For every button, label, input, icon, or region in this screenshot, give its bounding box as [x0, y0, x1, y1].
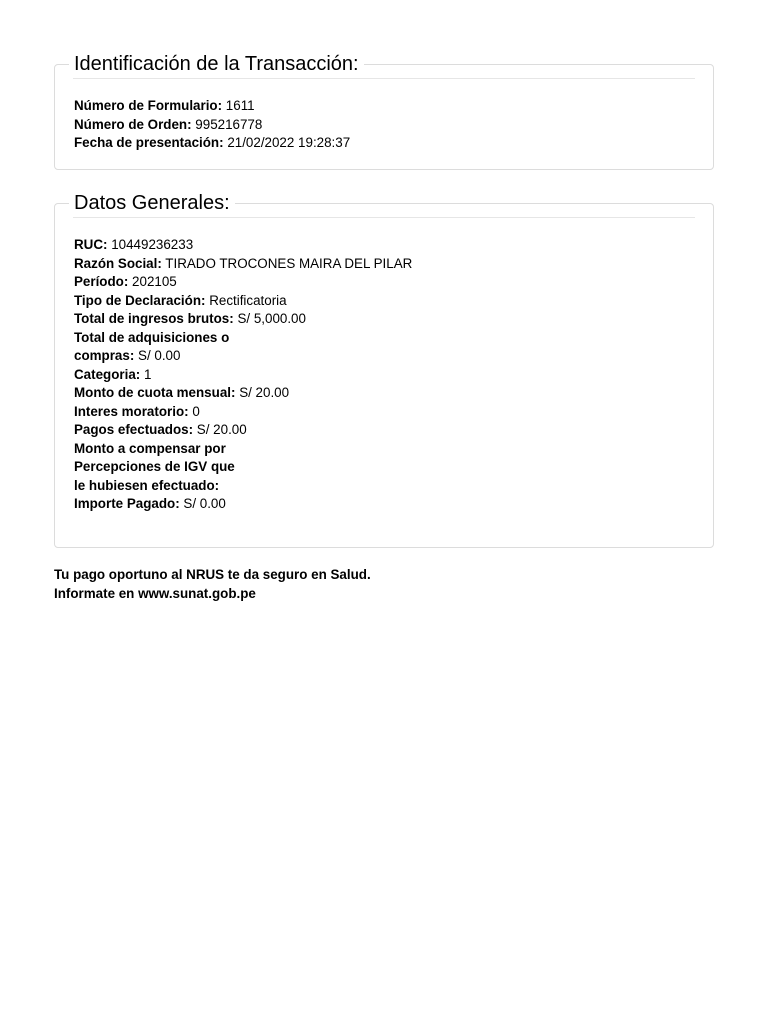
field-label: Percepciones de IGV que	[74, 459, 235, 474]
field-value: 995216778	[195, 116, 263, 132]
section-divider	[73, 217, 695, 218]
field-numero-formulario	[74, 97, 350, 116]
transaction-id-section	[54, 53, 714, 170]
field-label: Número de Formulario:	[74, 98, 223, 113]
field-tipo-declaracion	[74, 292, 412, 311]
field-compensar-line1	[74, 440, 412, 459]
field-label: Fecha de presentación:	[74, 135, 224, 150]
field-value: 1611	[225, 98, 255, 113]
field-label: Interes moratorio:	[74, 403, 189, 419]
field-importe-pagado	[74, 495, 412, 514]
field-value: S/ 20.00	[196, 422, 247, 437]
field-label: Total de adquisiciones o	[74, 329, 230, 345]
field-label: Importe Pagado:	[74, 496, 180, 511]
field-compensar-line3	[74, 477, 412, 496]
field-value: S/ 5,000.00	[237, 311, 306, 326]
field-label: Monto de cuota mensual:	[74, 385, 236, 400]
field-label: Monto a compensar por	[74, 440, 226, 456]
field-fecha-presentacion	[74, 134, 350, 153]
footer-line-2: Informate en www.sunat.gob.pe	[54, 585, 256, 601]
field-label: Tipo de Declaración:	[74, 292, 206, 308]
field-label: Razón Social:	[74, 255, 162, 271]
general-data-section	[54, 192, 714, 548]
field-value: S/ 0.00	[183, 496, 226, 511]
field-adquisiciones-line1	[74, 329, 412, 348]
field-label: Categoria:	[74, 366, 141, 382]
field-value: S/ 0.00	[138, 348, 181, 363]
field-value: 202105	[132, 274, 177, 289]
section-title: Datos Generales:	[69, 190, 235, 216]
field-categoria	[74, 366, 412, 385]
field-label: Pagos efectuados:	[74, 422, 194, 437]
field-label: le hubiesen efectuado:	[74, 477, 220, 493]
field-label: Número de Orden:	[74, 116, 192, 132]
field-label: RUC:	[74, 237, 108, 252]
field-value: 0	[192, 403, 200, 419]
general-fields	[74, 236, 412, 514]
field-label: Período:	[74, 274, 129, 289]
footer-line-1: Tu pago oportuno al NRUS te da seguro en Salud.	[54, 567, 371, 582]
field-numero-orden	[74, 116, 350, 135]
field-interes-moratorio	[74, 403, 412, 422]
field-ruc	[74, 236, 412, 255]
field-value: 10449236233	[111, 237, 194, 252]
field-label: compras:	[74, 348, 135, 363]
field-periodo	[74, 273, 412, 292]
field-value: Rectificatoria	[209, 292, 287, 308]
footer-note	[54, 566, 371, 603]
transaction-fields	[74, 97, 350, 153]
field-value: TIRADO TROCONES MAIRA DEL PILAR	[165, 255, 413, 271]
field-pagos-efectuados	[74, 421, 412, 440]
field-compensar-line2	[74, 458, 412, 477]
field-adquisiciones-line2	[74, 347, 412, 366]
field-razon-social	[74, 255, 412, 274]
field-value: 1	[143, 366, 152, 382]
section-divider	[73, 78, 695, 79]
field-value: 21/02/2022 19:28:37	[227, 135, 351, 150]
field-ingresos-brutos	[74, 310, 412, 329]
section-title: Identificación de la Transacción:	[69, 51, 364, 77]
field-label: Total de ingresos brutos:	[74, 311, 234, 326]
field-value: S/ 20.00	[239, 385, 290, 400]
field-cuota-mensual	[74, 384, 412, 403]
